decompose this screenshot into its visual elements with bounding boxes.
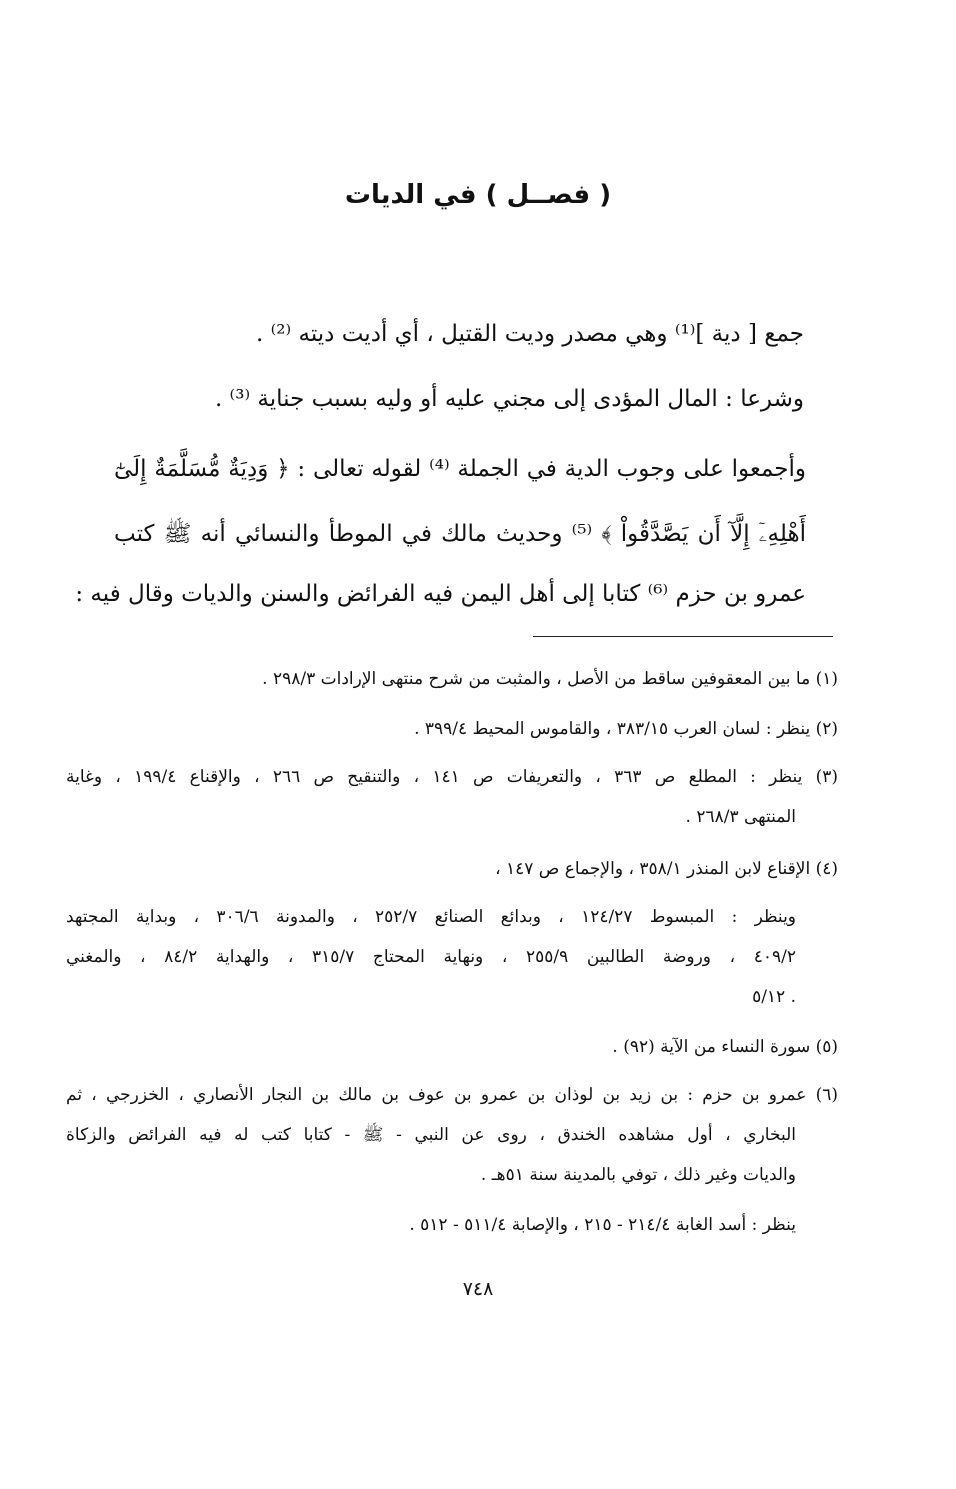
footnote-2: (٢) ينظر : لسان العرب ٣٨٣/١٥ ، والقاموس المحيط ٣٩٩/٤ . [414, 719, 838, 739]
body-line-5: عمرو بن حزم ⁽⁶⁾ كتابا إلى أهل اليمن فيه الفرائض والسنن والديات وقال فيه : [75, 581, 806, 607]
body-line-4: أَهْلِهِۦٓ إِلَّآ أَن يَصَّدَّقُواْ ﴾ ⁽⁵⁾ وحديث مالك في الموطأ والنسائي أنه ﷺ كتب [114, 521, 806, 547]
footnote-3-line-2: المنتهى ٢٦٨/٣ . [685, 807, 796, 827]
page-number: ٧٤٨ [462, 1278, 494, 1300]
section-title: ( فصــل ) في الديات [344, 180, 612, 210]
footnote-6-line-3: والديات وغير ذلك ، توفي بالمدينة سنة ٥١هـ . [480, 1165, 796, 1185]
footnote-divider [533, 636, 833, 637]
footnote-4-refs-line-1: وينظر : المبسوط ١٢٤/٢٧ ، وبدائع الصنائع ٢٥٢/٧ ، والمدونة ٣٠٦/٦ ، وبداية المجتهد [66, 907, 797, 927]
footnote-4: (٤) الإقناع لابن المنذر ٣٥٨/١ ، والإجماع ص ١٤٧ ، [495, 859, 838, 879]
footnote-4-refs-line-2: ٤٠٩/٢ ، وروضة الطالبين ٢٥٥/٩ ، ونهاية المحتاج ٣١٥/٧ ، والهداية ٨٤/٢ ، والمغني [66, 947, 796, 967]
footnote-1: (١) ما بين المعقوفين ساقط من الأصل ، والمثبت من شرح منتهى الإرادات ٢٩٨/٣ . [262, 669, 838, 689]
footnote-6-line-1: (٦) عمرو بن حزم : بن زيد بن لوذان بن عمرو بن عوف بن مالك بن النجار الأنصاري ، الخزرجي ، ثم [66, 1085, 838, 1105]
footnote-6-refs: ينظر : أسد الغابة ٢١٤/٤ - ٢١٥ ، والإصابة ٥١١/٤ - ٥١٢ . [409, 1215, 796, 1235]
footnote-6-line-2: البخاري ، أول مشاهده الخندق ، روى عن النبي - ﷺ - كتابا كتب له فيه الفرائض والزكاة [66, 1125, 796, 1145]
body-line-3: وأجمعوا على وجوب الدية في الجملة ⁽⁴⁾ لقوله تعالى : ﴿ وَدِيَةٌ مُّسَلَّمَةٌ إِلَىٰٓ [114, 456, 806, 482]
footnote-4-refs-line-3: . ٥/١٢ [752, 987, 796, 1007]
body-line-1: جمع [ دية ]⁽¹⁾ وهي مصدر وديت القتيل ، أي أديت ديته ⁽²⁾ . [256, 321, 804, 347]
footnote-5: (٥) سورة النساء من الآية (٩٢) . [612, 1037, 838, 1057]
body-line-2: وشرعا : المال المؤدى إلى مجني عليه أو وليه بسبب جناية ⁽³⁾ . [214, 386, 804, 412]
footnote-3-line-1: (٣) ينظر : المطلع ص ٣٦٣ ، والتعريفات ص ١٤١ ، والتنقيح ص ٢٦٦ ، والإقناع ١٩٩/٤ ، وغاية [66, 767, 838, 787]
